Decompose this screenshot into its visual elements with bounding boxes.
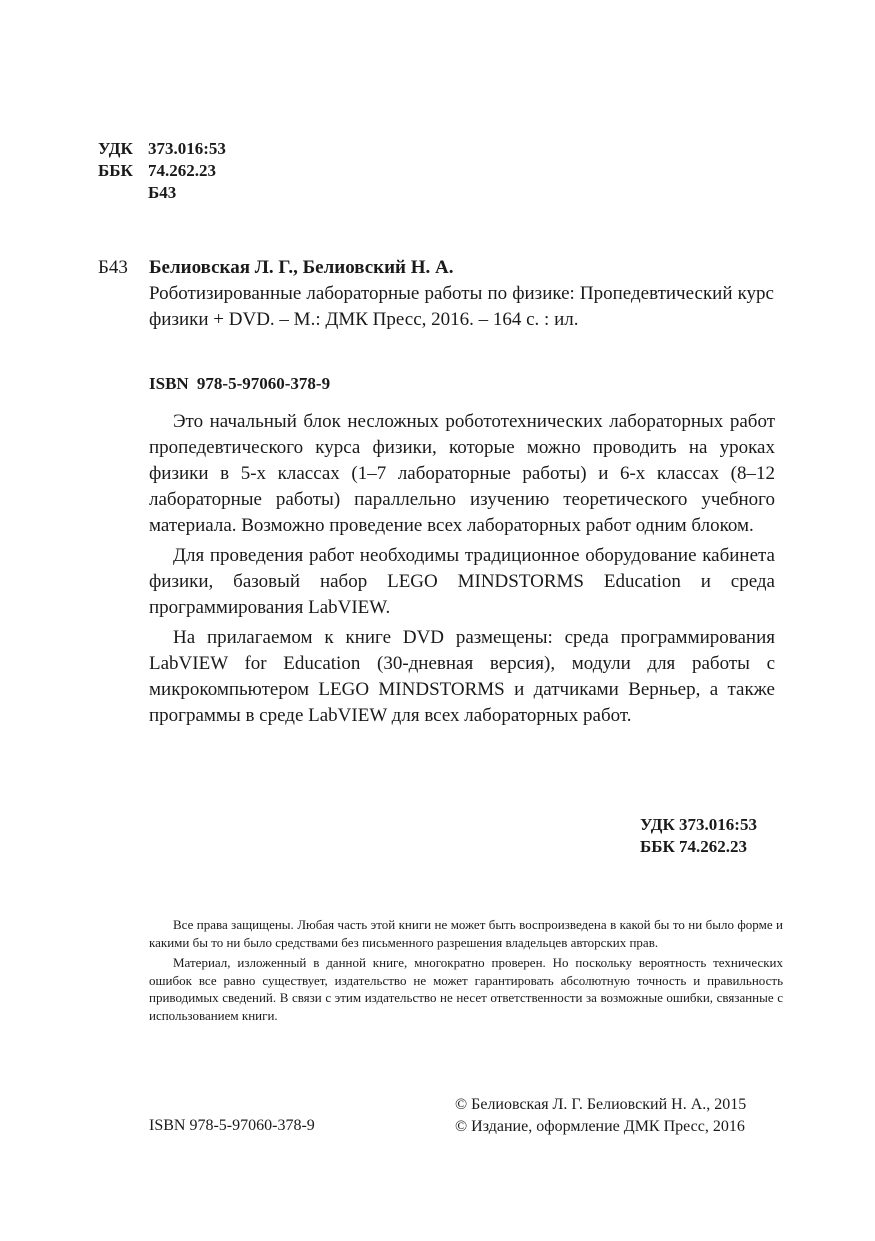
copyright-authors: © Белиовская Л. Г. Белиовский Н. А., 2015	[455, 1096, 747, 1113]
annotation-paragraph: Для проведения работ необходимы традиционное оборудование кабинета физики, базовый набор LEGO MINDSTORMS Education и среда программирования LabVIEW.	[149, 545, 775, 618]
rights-paragraph: Все права защищены. Любая часть этой книги не может быть воспроизведена в какой бы то ни было форме и какими бы то ни было средствами без письменного разрешения владельцев авторских прав.	[149, 917, 783, 950]
copyright-publisher: © Издание, оформление ДМК Пресс, 2016	[455, 1118, 745, 1135]
annotation-paragraph: На прилагаемом к книге DVD размещены: среда программирования LabVIEW for Education (30-дневная версия), модули для работы с микрокомпьютером LEGO MINDSTORMS и датчиками Верньер, а также программы в среде LabVIEW для всех лабораторных работ.	[149, 627, 775, 726]
copyright-block	[455, 1094, 746, 1138]
classification-block	[98, 138, 226, 204]
udk-value: 373.016:53	[148, 139, 226, 158]
rights-notice	[149, 916, 783, 1027]
annotation	[149, 409, 775, 733]
bibliographic-description: Роботизированные лабораторные работы по физике: Пропедевтический курс физики + DVD. – М.: ДМК Пресс, 2016. – 164 с. : ил.	[149, 283, 774, 330]
udk-row	[98, 138, 226, 160]
author-mark-row	[98, 182, 226, 204]
rights-paragraph: Материал, изложенный в данной книге, многократно проверен. Но поскольку вероятность технических ошибок все равно существует, издательство не может гарантировать абсолютную точность и правильность приводимых сведений. В связи с этим издательство не несет ответственности за возможные ошибки, связанные с использованием книги.	[149, 955, 783, 1023]
author-mark: Б43	[148, 183, 177, 202]
udk-label: УДК	[98, 139, 133, 158]
isbn-footer: ISBN 978-5-97060-378-9	[149, 1117, 315, 1134]
biblio-author-mark: Б43	[98, 257, 128, 278]
bbk-row	[98, 160, 226, 182]
bbk-value: 74.262.23	[148, 161, 216, 180]
authors: Белиовская Л. Г., Белиовский Н. А.	[149, 257, 454, 278]
bbk-label: ББК	[98, 161, 133, 180]
udk-footer: УДК 373.016:53	[640, 815, 757, 834]
isbn-main: ISBN 978-5-97060-378-9	[149, 374, 331, 393]
annotation-paragraph: Это начальный блок несложных робототехнических лабораторных работ пропедевтического курса физики, которые можно проводить на уроках физики в 5-х классах (1–7 лабораторные работы) и 6-х классах (8–12 лабораторные работы) параллельно изучению теоретического учебного материала. Возможно проведение всех лабораторных работ одним блоком.	[149, 411, 775, 536]
bbk-footer: ББК 74.262.23	[640, 837, 748, 856]
bibliographic-entry	[149, 255, 774, 333]
classification-footer	[640, 814, 757, 858]
